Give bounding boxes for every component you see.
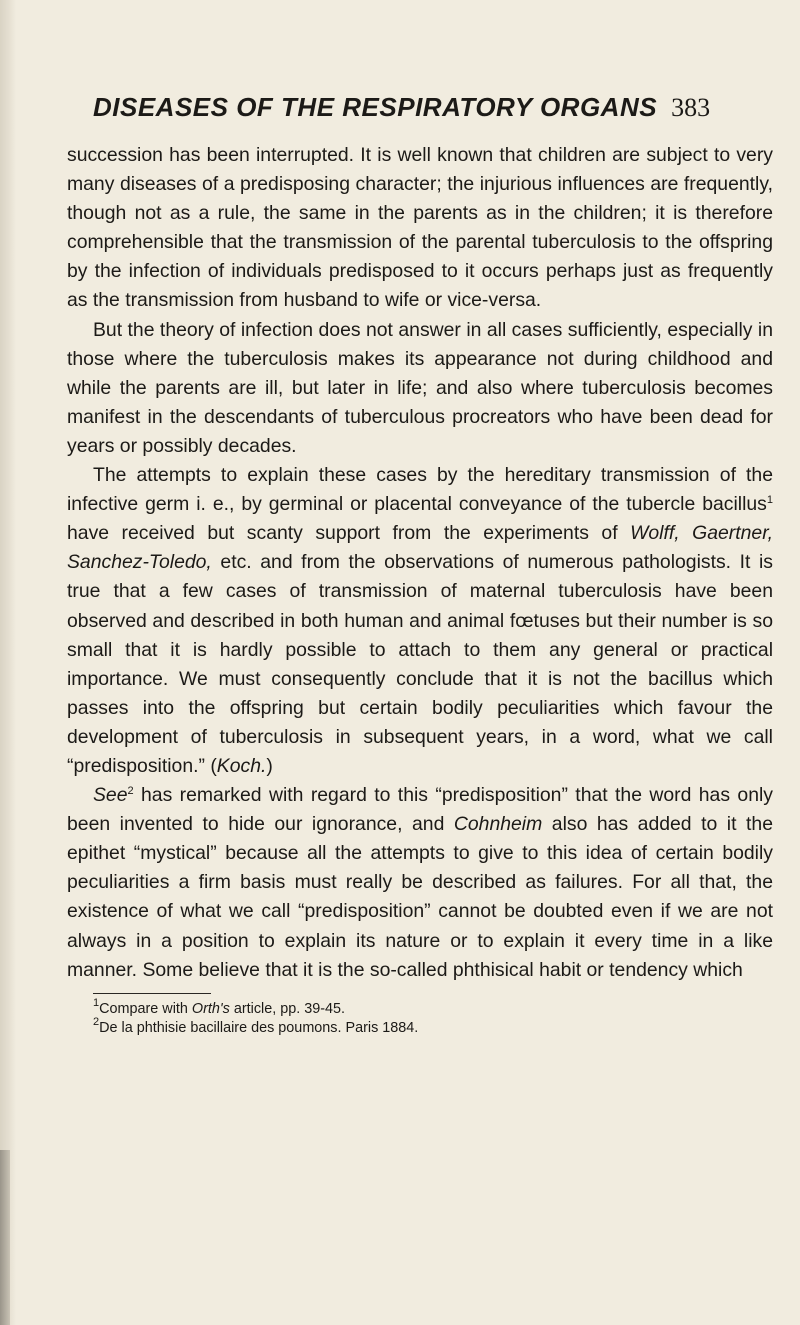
text-run: ) [266,754,273,777]
italic-text: Wolff, Gaertner, Sanchez-Toledo, [67,522,773,574]
text-run: But the theory of infection does not answer in all cases sufficiently, especially in those where the tuberculosis makes its appearance not during childhood and while the parents are ill, but later in life; and also where tuberculosis becomes manifest in the descendants of tuberculous procreators who have been dead for years or possibly decades. [67,318,773,457]
paragraph [67,141,773,316]
italic-text: Orth's [191,1000,230,1017]
footnote-marker: 1 [766,494,773,507]
page-number: 383 [671,93,711,122]
paragraph [67,461,773,781]
italic-text: Cohnheim [453,813,543,836]
text-run: has remarked with regard to this “predisposition” that the word has only been invented to hide our ignorance, and [67,784,773,836]
text-run: also has added to it the epithet “mystical” because all the attempts to give to this idea of certain bodily peculiarities a firm basis must really be described as failures. For all that, the existence of what we call “predisposition” cannot be doubted even if we are not always in a position to explain its nature or to explain it every time in a like manner. Some believe that it is the so-called phthisical habit or tendency which [67,813,773,981]
running-head: DISEASES OF THE RESPIRATORY ORGANS [93,92,658,122]
book-gutter [0,0,16,1325]
text-run: article, pp. 39-45. [229,1000,346,1017]
text-run: etc. and from the observations of numerous pathologists. It is true that a few cases of transmission of maternal tuberculosis have been observed and described in both human and animal fœtuses but their number is so small that it is hardly possible to attach to them any general or practical importance. We must consequently conclude that it is not the bacillus which passes into the offspring but certain bodily peculiarities which favour the development of tuberculosis in subsequent years, in a word, what we call “predisposition.” ( [67,551,773,777]
italic-text: See [93,784,128,807]
footnote-marker: 1 [93,996,100,1009]
text-run: succession has been interrupted. It is well known that children are subject to very many diseases of a predisposing character; the injurious influences are frequently, though not as a rule, the same in the parents as in the children; it is therefore comprehensible that the transmission of the parental tuberculosis to the offspring by the infection of individuals predisposed to it occurs perhaps just as frequently as the transmission from husband to wife or vice-versa. [67,144,773,312]
footnote [93,996,773,1019]
text-run: Compare with [99,1000,192,1017]
page-header [93,92,773,132]
binding-edge [0,1150,10,1325]
footnote-marker: 2 [93,1015,100,1028]
body-text [67,141,773,985]
text-run: The attempts to explain these cases by the hereditary transmission of the infective germ i. e., by germinal or placental conveyance of the tubercle bacillus [67,464,773,516]
book-page [67,92,773,1038]
footnote-marker: 2 [127,785,134,798]
footnotes [67,996,773,1038]
text-run: De la phthisie bacillaire des poumons. Paris 1884. [99,1019,419,1036]
footnote [93,1015,773,1038]
text-run: have received but scanty support from the experiments of [67,522,631,545]
footnote-rule [93,993,211,994]
paragraph [67,781,773,985]
paragraph [67,316,773,461]
italic-text: Koch. [216,754,267,777]
